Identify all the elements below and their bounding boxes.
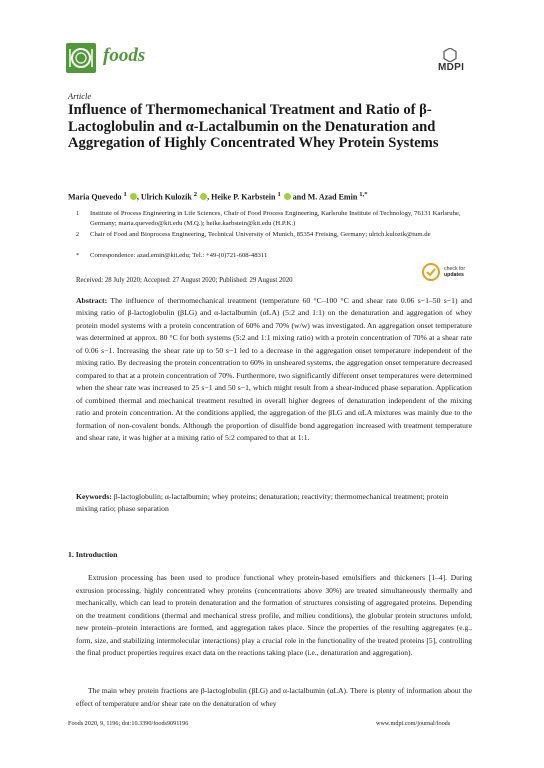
abstract (76, 295, 472, 444)
affiliation-text: Chair of Food and Bioprocess Engineering, Technical University of Munich, 85354 Freising, Germany; ulrich.kulozik@tum.de (90, 231, 431, 238)
keywords-text: β-lactoglobulin; α-lactalbumin; whey proteins; denaturation; reactivity; thermomechanical treatment; protein mixing ratio; phase separation (76, 492, 449, 514)
footer-url[interactable]: www.mdpi.com/journal/foods (376, 720, 451, 727)
author-affiliation-mark: 1 (123, 191, 127, 198)
author-affiliation-mark: 1,* (359, 191, 368, 198)
author-name[interactable]: Ulrich Kulozik (140, 192, 192, 202)
affiliation-2 (76, 230, 474, 240)
article-title: Influence of Thermomechanical Treatment and Ratio of β-Lactoglobulin and α-Lactalbumin on the Denaturation and Aggregation of Highly Concentrated Whey Protein Systems (68, 102, 439, 152)
intro-paragraph-2 (76, 685, 472, 710)
orcid-icon[interactable] (130, 193, 137, 200)
affiliation-number: 1 (76, 211, 79, 217)
affiliation-number: 2 (76, 232, 79, 238)
orcid-icon[interactable] (284, 193, 291, 200)
affiliation-text: Institute of Process Engineering in Life Sciences, Chair of Food Process Engineering, Karlsruhe Institute of Technology, 76131 Karlsruhe, Germany; maria.quevedo@kit.edu (M.Q.); heike.karbstein@kit.edu (H.P.K.) (90, 210, 461, 227)
author-affiliation-mark: 1 (277, 191, 281, 198)
author-name[interactable]: M. Azad Emin (307, 192, 358, 202)
author-list: Maria Quevedo $^1$ , Ulrich Kulozik $^2$ , Heike P. Karbstein $^1$ and M. Azad Emin $^{1,*}$ (68, 191, 368, 202)
mdpi-hexagon-icon (429, 48, 471, 62)
check-updates-label[interactable]: check for updates (444, 266, 466, 278)
author-name[interactable]: Maria Quevedo (68, 192, 122, 202)
abstract-label: Abstract: (76, 296, 108, 305)
correspondence-text: Correspondence: azad.emin@kit.edu; Tel.: +49-(0)721-608-48311 (90, 252, 268, 259)
journal-logo (66, 43, 96, 73)
correspondence-mark: * (76, 253, 79, 259)
orcid-icon[interactable] (200, 193, 207, 200)
correspondence (76, 251, 474, 261)
intro-paragraph-1 (76, 572, 472, 660)
check-updates-icon (422, 262, 440, 282)
keywords-label: Keywords: (76, 492, 112, 501)
abstract-text: The influence of thermomechanical treatment (temperature 60 °C–100 °C and shear rate 0.06 s−1–50 s−1) and mixing ratio of β-lactoglobulin (βLG) and α-lactalbumin (αLA) (5:2 and 1:1) on the denaturation and aggregation of whey protein model systems with a protein concentration of 60% and 70% (w/w) was investigated. An aggregation onset temperature was determined at approx. 80 °C for both systems (5:2 and 1:1 mixing ratio) with a protein concentration of 70% at a shear rate of 0.06 s−1. Increasing the shear rate up to 50 s−1 led to a decrease in the aggregation onset temperature independent of the mixing ratio. By decreasing the protein concentration to 60% in unsheared systems, the aggregation onset temperature decreased compared to that at a protein concentration of 70%. Furthermore, two significantly different onset temperatures were determined when the shear rate was increased to 25 s−1 and 50 s−1, which might result from a shear-induced phase separation. Application of combined thermal and mechanical treatment resulted in overall higher degrees of denaturation independent of the mixing ratio and protein concentration. At the conditions applied, the aggregation of the βLG and αLA mixtures was mainly due to the formation of non-covalent bonds. Although the proportion of disulfide bond aggregation increased with treatment temperature and shear rate, it was higher at a mixing ratio of 5:2 compared to that at 1:1. (76, 296, 472, 442)
paragraph-text: The main whey protein fractions are β-lactoglobulin (βLG) and α-lactalbumin (αLA). There is plenty of information about the effect of temperature and/or shear rate on the denaturation of whey (76, 686, 472, 708)
plate-icon (66, 43, 96, 73)
section-heading: 1. Introduction (68, 550, 118, 559)
journal-name: foods (103, 45, 146, 66)
keywords (76, 491, 472, 516)
footer-citation: Foods 2020, 9, 1196; doi:10.3390/foods9091196 (68, 720, 189, 727)
author-affiliation-mark: 2 (193, 191, 198, 198)
publication-dates: Received: 28 July 2020; Accepted: 27 August 2020; Published: 29 August 2020 (76, 277, 293, 284)
article-type: Article (68, 91, 92, 101)
publisher-name: MDPI (438, 62, 465, 73)
author-name[interactable]: Heike P. Karbstein (211, 192, 276, 202)
affiliation-1 (76, 209, 474, 229)
paragraph-text: Extrusion processing has been used to produce functional whey protein-based emulsifiers and thickeners [1–4]. During extrusion processing, highly concentrated whey proteins (concentrations above 30%) are treated simultaneously thermally and mechanically, which can lead to protein denaturation and the formation of structures consisting of aggregated proteins. Depending on the treatment conditions (thermal and mechanical stress profile, and milieu conditions), the globular protein structures unfold, new protein–protein interactions are formed, and aggregation takes place. Since the properties of the resulting aggregates (e.g., form, size, and stabilizing intermolecular interactions) play a crucial role in the functionality of the treated proteins [5], controlling the final product properties requires exact data on the reactions taking place (i.e., denaturation and aggregation). (76, 573, 472, 657)
